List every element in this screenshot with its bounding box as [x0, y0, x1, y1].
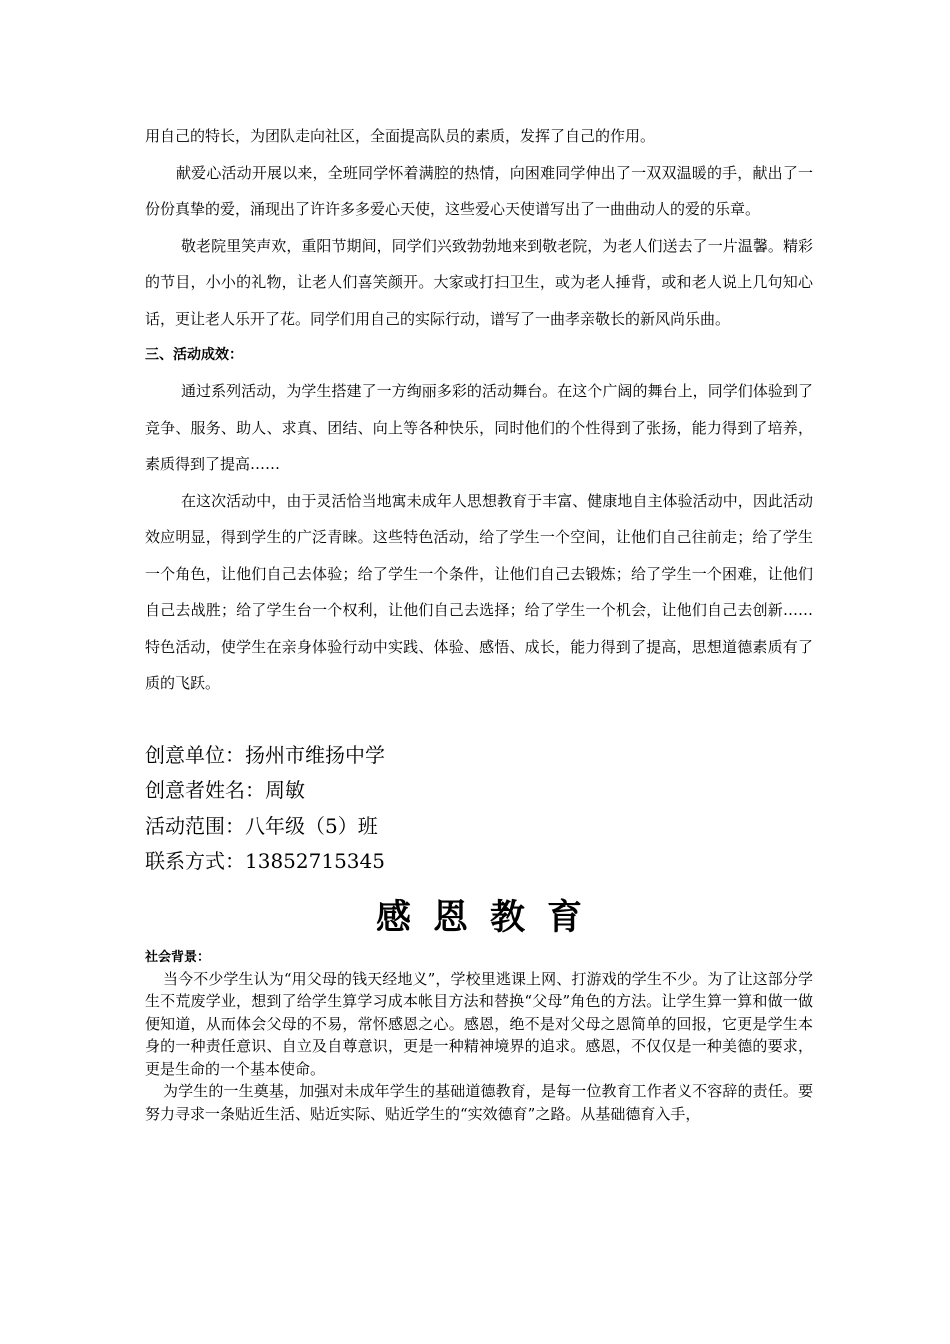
activity-scope: 活动范围：八年级（5）班 — [145, 813, 378, 838]
paragraph-results-effect: 在这次活动中，由于灵活恰当地寓未成年人思想教育于丰富、健康地自主体验活动中，因此活动效应明显，得到学生的广泛青睐。这些特色活动，给了学生一个空间，让他们自己往前走；给了学生一个角色，让他们自己去体验；给了学生一个条件，让他们自己去锻炼；给了学生一个困难，让他们自己去战胜；给了学生台一个权利，让他们自己去选择；给了学生一个机会，让他们自己去创新……特色活动，使学生在亲身体验行动中实践、体验、感悟、成长，能力得到了提高，思想道德素质有了质的飞跃。 — [145, 491, 813, 692]
paragraph-results-stage: 通过系列活动，为学生搭建了一方绚丽多彩的活动舞台。在这个广阔的舞台上，同学们体验到了竞争、服务、助人、求真、团结、向上等各种快乐，同时他们的个性得到了张扬，能力得到了培养，素质得到了提高…… — [145, 382, 813, 473]
document-body — [145, 118, 813, 1125]
paragraph-gratitude-background: 当今不少学生认为“用父母的钱天经地义”，学校里逃课上网、打游戏的学生不少。为了让这部分学生不荒废学业，想到了给学生算学习成本帐目方法和替换“父母”角色的方法。让学生算一算和做一做便知道，从而体会父母的不易，常怀感恩之心。感恩，绝不是对父母之恩简单的回报，它更是学生本身的一种责任意识、自立及自尊意识，更是一种精神境界的追求。感恩，不仅仅是一种美德的要求，更是生命的一个基本使命。 — [145, 969, 813, 1078]
paragraph-moral-education: 为学生的一生奠基，加强对未成年学生的基础道德教育，是每一位教育工作者义不容辞的责任。要努力寻求一条贴近生活、贴近实际、贴近学生的“实效德育”之路。从基础德育入手， — [145, 1082, 813, 1123]
section-heading-background: 社会背景： — [145, 949, 211, 965]
paragraph-nursing-home: 敬老院里笑声欢，重阳节期间，同学们兴致勃勃地来到敬老院，为老人们送去了一片温馨。精彩的节目，小小的礼物，让老人们喜笑颜开。大家或打扫卫生，或为老人捶背，或和老人说上几句知心话，更让老人乐开了花。同学们用自己的实际行动，谱写了一曲孝亲敬长的新风尚乐曲。 — [145, 236, 813, 328]
document-title: 感恩教育 — [375, 897, 604, 938]
creator-unit: 创意单位：扬州市维扬中学 — [145, 742, 385, 767]
paragraph-love-activity: 献爱心活动开展以来，全班同学怀着满腔的热情，向困难同学伸出了一双双温暖的手，献出了一份份真挚的爱，涌现出了许许多多爱心天使，这些爱心天使谱写出了一曲曲动人的爱的乐章。 — [145, 163, 813, 218]
creator-name: 创意者姓名：周敏 — [145, 778, 305, 802]
paragraph-team-community: 用自己的特长，为团队走向社区，全面提高队员的素质，发挥了自己的作用。 — [145, 127, 656, 145]
contact-info: 联系方式：13852715345 — [145, 849, 385, 873]
section-heading-results: 三、活动成效： — [145, 347, 243, 363]
creator-info-block — [145, 738, 813, 880]
